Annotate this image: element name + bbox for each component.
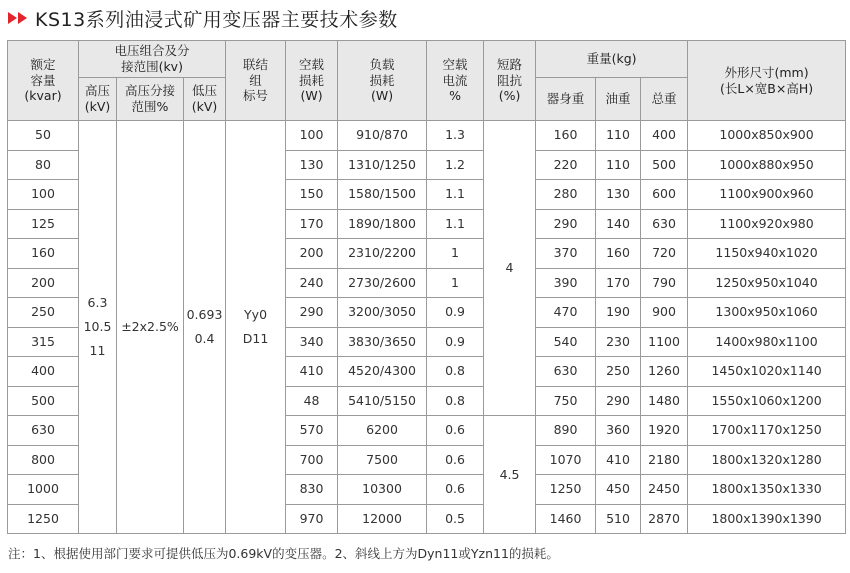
header-line: (W)	[300, 88, 323, 104]
dimensions-cell: 1300x950x1060	[688, 298, 846, 328]
no-load-current-cell: 0.6	[427, 445, 484, 475]
total-weight-cell: 720	[641, 239, 688, 269]
header-line: 电压组合及分	[114, 43, 190, 59]
no-load-loss-cell: 290	[286, 298, 338, 328]
load-loss-cell: 1890/1800	[338, 209, 427, 239]
table-body	[8, 121, 846, 534]
capacity-cell: 1000	[8, 475, 79, 505]
capacity-cell: 400	[8, 357, 79, 387]
dimensions-cell: 1800x1320x1280	[688, 445, 846, 475]
impedance-cell: 4	[484, 121, 536, 416]
connection-value: D11	[242, 331, 269, 346]
header-line: 损耗	[369, 72, 395, 88]
tap-range-cell: ±2x2.5%	[117, 121, 184, 534]
header-no-load-loss	[286, 41, 338, 121]
capacity-cell: 315	[8, 327, 79, 357]
oil-weight-cell: 110	[596, 121, 641, 151]
header-line: 短路	[497, 57, 523, 73]
header-line: 标号	[243, 88, 269, 104]
lv-voltage-value: 0.693	[186, 307, 223, 323]
oil-weight-cell: 160	[596, 239, 641, 269]
oil-weight-cell: 110	[596, 150, 641, 180]
dimensions-cell: 1100x920x980	[688, 209, 846, 239]
dimensions-cell: 1100x900x960	[688, 180, 846, 210]
oil-weight-cell: 290	[596, 386, 641, 416]
table-row	[8, 121, 846, 151]
no-load-loss-cell: 570	[286, 416, 338, 446]
body-weight-cell: 750	[536, 386, 596, 416]
body-weight-cell: 1070	[536, 445, 596, 475]
header-line: (kV)	[191, 99, 218, 114]
title-bar	[8, 5, 398, 31]
load-loss-cell: 12000	[338, 504, 427, 534]
oil-weight-cell: 510	[596, 504, 641, 534]
footnote: 注：1、根据使用部门要求可提供低压为0.69kV的变压器。2、斜线上方为Dyn11或Yzn11的损耗。	[8, 546, 559, 561]
double-arrow-icon	[8, 12, 27, 24]
dimensions-cell: 1000x850x900	[688, 121, 846, 151]
dimensions-cell: 1400x980x1100	[688, 327, 846, 357]
no-load-current-cell: 0.6	[427, 416, 484, 446]
page-title: KS13系列油浸式矿用变压器主要技术参数	[35, 8, 398, 31]
header-line: (kV)	[84, 99, 111, 114]
total-weight-cell: 1100	[641, 327, 688, 357]
arrow-icon	[18, 12, 27, 24]
connection-cell	[226, 121, 286, 534]
oil-weight-cell: 230	[596, 327, 641, 357]
capacity-cell: 630	[8, 416, 79, 446]
total-weight-cell: 1480	[641, 386, 688, 416]
load-loss-cell: 1310/1250	[338, 150, 427, 180]
no-load-current-cell: 0.5	[427, 504, 484, 534]
load-loss-cell: 3830/3650	[338, 327, 427, 357]
header-line: 接范围(kv)	[121, 59, 183, 74]
header-tap-range	[117, 78, 184, 121]
body-weight-cell: 370	[536, 239, 596, 269]
header-voltage-group	[79, 41, 226, 78]
header-load-loss	[338, 41, 427, 121]
body-weight-cell: 470	[536, 298, 596, 328]
no-load-loss-cell: 410	[286, 357, 338, 387]
capacity-cell: 160	[8, 239, 79, 269]
no-load-loss-cell: 700	[286, 445, 338, 475]
header-line: %	[449, 88, 461, 104]
header-dimensions	[688, 41, 846, 121]
body-weight-cell: 220	[536, 150, 596, 180]
dimensions-cell: 1550x1060x1200	[688, 386, 846, 416]
capacity-cell: 200	[8, 268, 79, 298]
no-load-current-cell: 0.8	[427, 386, 484, 416]
load-loss-cell: 10300	[338, 475, 427, 505]
capacity-cell: 80	[8, 150, 79, 180]
capacity-cell: 500	[8, 386, 79, 416]
hv-voltage-value: 11	[89, 342, 106, 358]
dimensions-cell: 1250x950x1040	[688, 268, 846, 298]
load-loss-cell: 2730/2600	[338, 268, 427, 298]
total-weight-cell: 2450	[641, 475, 688, 505]
dimensions-cell: 1700x1170x1250	[688, 416, 846, 446]
capacity-cell: 250	[8, 298, 79, 328]
load-loss-cell: 5410/5150	[338, 386, 427, 416]
hv-voltage-value: 10.5	[83, 319, 112, 335]
lv-voltage-value: 0.4	[194, 331, 215, 346]
dimensions-cell: 1800x1390x1390	[688, 504, 846, 534]
total-weight-cell: 790	[641, 268, 688, 298]
no-load-current-cell: 1.1	[427, 209, 484, 239]
no-load-current-cell: 1.1	[427, 180, 484, 210]
header-hv	[79, 78, 117, 121]
dimensions-cell: 1800x1350x1330	[688, 475, 846, 505]
oil-weight-cell: 410	[596, 445, 641, 475]
no-load-loss-cell: 130	[286, 150, 338, 180]
header-line: (kvar)	[24, 88, 62, 104]
header-line: 电流	[442, 72, 468, 88]
header-line: 额定	[30, 57, 56, 73]
header-line: 空载	[442, 57, 468, 73]
total-weight-cell: 600	[641, 180, 688, 210]
capacity-cell: 50	[8, 121, 79, 151]
total-weight-cell: 1920	[641, 416, 688, 446]
header-line: 联结	[243, 57, 269, 73]
total-weight-cell: 900	[641, 298, 688, 328]
header-weight-group: 重量(kg)	[536, 41, 688, 78]
header-line: 空载	[299, 57, 325, 73]
oil-weight-cell: 450	[596, 475, 641, 505]
oil-weight-cell: 130	[596, 180, 641, 210]
capacity-cell: 125	[8, 209, 79, 239]
total-weight-cell: 2870	[641, 504, 688, 534]
impedance-cell: 4.5	[484, 416, 536, 534]
body-weight-cell: 630	[536, 357, 596, 387]
load-loss-cell: 2310/2200	[338, 239, 427, 269]
total-weight-cell: 630	[641, 209, 688, 239]
oil-weight-cell: 140	[596, 209, 641, 239]
header-no-load-current	[427, 41, 484, 121]
header-impedance	[484, 41, 536, 121]
header-line: 容量	[30, 72, 56, 88]
no-load-current-cell: 1.2	[427, 150, 484, 180]
header-line: 外形尺寸(mm)	[724, 64, 809, 80]
header-line: (W)	[370, 88, 394, 104]
hv-voltage-value: 6.3	[87, 295, 108, 311]
body-weight-cell: 280	[536, 180, 596, 210]
oil-weight-cell: 170	[596, 268, 641, 298]
load-loss-cell: 7500	[338, 445, 427, 475]
header-line: (长L×宽B×高H)	[719, 80, 814, 96]
spec-table	[7, 40, 846, 534]
body-weight-cell: 290	[536, 209, 596, 239]
header-total-weight: 总重	[641, 78, 688, 121]
total-weight-cell: 2180	[641, 445, 688, 475]
header-line: 组	[249, 72, 262, 88]
header-line: 高压	[84, 83, 110, 99]
lv-voltage-cell	[184, 121, 226, 534]
header-line: (%)	[498, 88, 521, 104]
header-line: 损耗	[299, 72, 325, 88]
header-oil-weight: 油重	[596, 78, 641, 121]
no-load-loss-cell: 830	[286, 475, 338, 505]
oil-weight-cell: 190	[596, 298, 641, 328]
no-load-loss-cell: 240	[286, 268, 338, 298]
body-weight-cell: 890	[536, 416, 596, 446]
header-line: 范围%	[131, 99, 169, 114]
load-loss-cell: 6200	[338, 416, 427, 446]
capacity-cell: 100	[8, 180, 79, 210]
body-weight-cell: 1250	[536, 475, 596, 505]
body-weight-cell: 390	[536, 268, 596, 298]
no-load-loss-cell: 100	[286, 121, 338, 151]
total-weight-cell: 500	[641, 150, 688, 180]
header-line: 高压分接	[124, 83, 175, 99]
header-capacity	[8, 41, 79, 121]
header-lv	[184, 78, 226, 121]
no-load-current-cell: 0.8	[427, 357, 484, 387]
no-load-loss-cell: 340	[286, 327, 338, 357]
oil-weight-cell: 250	[596, 357, 641, 387]
hv-voltage-cell	[79, 121, 117, 534]
no-load-loss-cell: 48	[286, 386, 338, 416]
dimensions-cell: 1150x940x1020	[688, 239, 846, 269]
arrow-icon	[8, 12, 17, 24]
body-weight-cell: 1460	[536, 504, 596, 534]
capacity-cell: 1250	[8, 504, 79, 534]
load-loss-cell: 1580/1500	[338, 180, 427, 210]
load-loss-cell: 910/870	[338, 121, 427, 151]
body-weight-cell: 160	[536, 121, 596, 151]
total-weight-cell: 400	[641, 121, 688, 151]
no-load-current-cell: 1	[427, 239, 484, 269]
no-load-current-cell: 0.9	[427, 298, 484, 328]
no-load-loss-cell: 200	[286, 239, 338, 269]
header-line: 低压	[192, 83, 218, 99]
no-load-loss-cell: 970	[286, 504, 338, 534]
capacity-cell: 800	[8, 445, 79, 475]
body-weight-cell: 540	[536, 327, 596, 357]
load-loss-cell: 4520/4300	[338, 357, 427, 387]
header-line: 负载	[369, 57, 395, 73]
no-load-current-cell: 0.9	[427, 327, 484, 357]
header-body-weight: 器身重	[536, 78, 596, 121]
dimensions-cell: 1450x1020x1140	[688, 357, 846, 387]
dimensions-cell: 1000x880x950	[688, 150, 846, 180]
oil-weight-cell: 360	[596, 416, 641, 446]
header-line: 阻抗	[497, 72, 523, 88]
connection-value: Yy0	[244, 307, 268, 323]
total-weight-cell: 1260	[641, 357, 688, 387]
header-connection	[226, 41, 286, 121]
no-load-current-cell: 1	[427, 268, 484, 298]
no-load-current-cell: 1.3	[427, 121, 484, 151]
no-load-loss-cell: 170	[286, 209, 338, 239]
no-load-current-cell: 0.6	[427, 475, 484, 505]
load-loss-cell: 3200/3050	[338, 298, 427, 328]
no-load-loss-cell: 150	[286, 180, 338, 210]
